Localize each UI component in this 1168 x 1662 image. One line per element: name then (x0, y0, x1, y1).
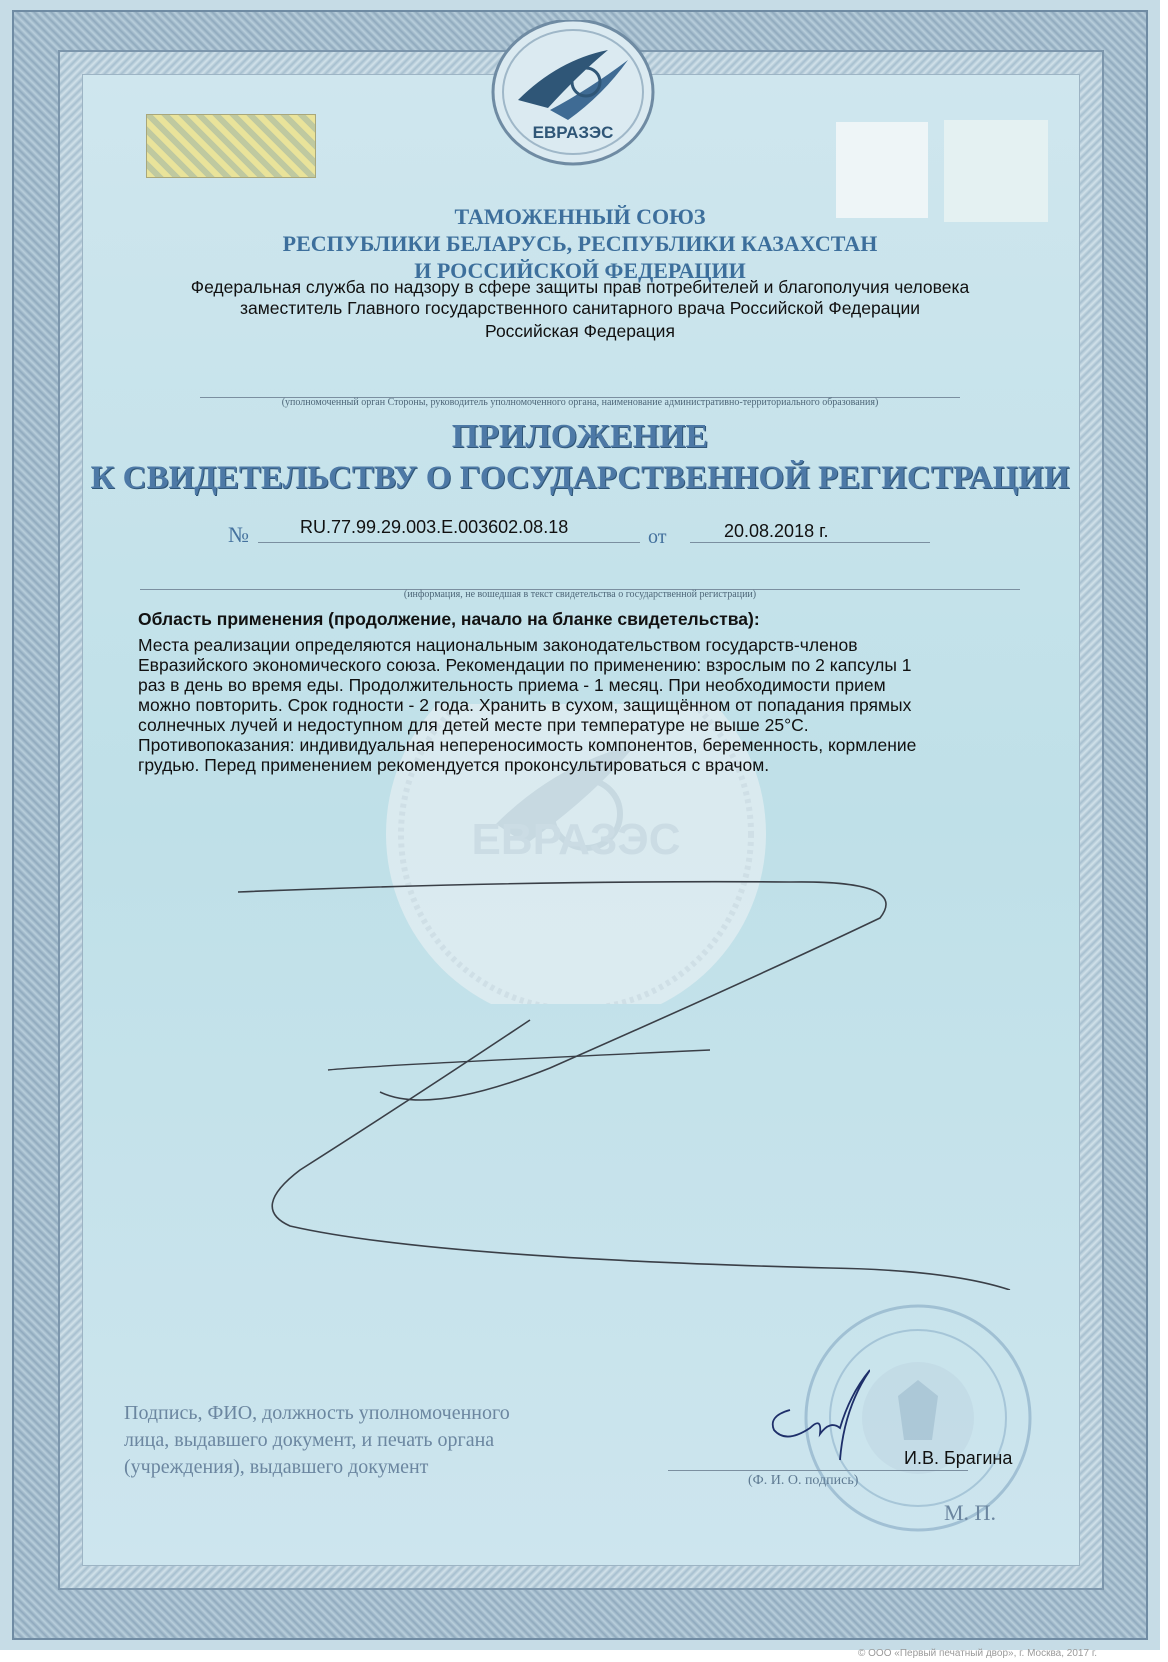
signature-label-line3: (учреждения), выдавшего документ (124, 1456, 429, 1478)
content-line: Противопоказания: индивидуальная непереносимость компонентов, беременность, кормление (138, 735, 917, 755)
content-line: Евразийского экономического союза. Рекомендации по применению: взрослым по 2 капсулы 1 (138, 655, 912, 675)
date-label: от (648, 526, 667, 548)
union-title-line3: И РОССИЙСКОЙ ФЕДЕРАЦИИ (414, 258, 746, 283)
union-title-line1: ТАМОЖЕННЫЙ СОЮЗ (454, 204, 706, 229)
org-caption: (уполномоченный орган Стороны, руководитель уполномоченного органа, наименование административно-территориального образования) (281, 397, 879, 408)
content-line: солнечных лучей и недоступном для детей месте при температуре не выше 25°С. (138, 715, 809, 735)
number-label: № (228, 522, 249, 547)
title-line1: ПРИЛОЖЕНИЕ (451, 418, 709, 455)
registration-caption: (информация, не вошедшая в текст свидетельства о государственной регистрации) (403, 589, 757, 600)
printer-footer: © ООО «Первый печатный двор», г. Москва, 2017 г. (858, 1648, 1098, 1659)
date-underline (690, 542, 930, 543)
scope-heading: Область применения (продолжение, начало на бланке свидетельства): (138, 609, 760, 629)
seal-place-mark: М. П. (944, 1500, 996, 1525)
handwritten-signature (760, 1360, 870, 1470)
signatory-name: И.В. Брагина (904, 1448, 1013, 1468)
signature-caption: (Ф. И. О. подпись) (748, 1473, 859, 1488)
registration-date: 20.08.2018 г. (724, 521, 829, 541)
watermark-text: ЕВРАЗЭС (471, 815, 681, 864)
number-underline (258, 542, 640, 543)
content-line: можно повторить. Срок годности - 2 года. Хранить в сухом, защищённом от попадания прямых (138, 695, 912, 715)
registration-number: RU.77.99.29.003.E.003602.08.18 (300, 517, 569, 537)
euraseс-emblem-icon (488, 20, 658, 170)
content-line: раз в день во время еды. Продолжительность приема - 1 месяц. При необходимости прием (138, 675, 886, 695)
emblem-text: ЕВРАЗЭС (532, 123, 614, 142)
hologram-strip (146, 114, 316, 178)
org-line1: Федеральная служба по надзору в сфере защиты прав потребителей и благополучия человека (190, 277, 970, 297)
org-line3: Российская Федерация (485, 321, 675, 341)
org-line2: заместитель Главного государственного санитарного врача Российской Федерации (239, 298, 921, 318)
content-line: грудью. Перед применением рекомендуется проконсультироваться с врачом. (138, 755, 770, 775)
union-title-line2: РЕСПУБЛИКИ БЕЛАРУСЬ, РЕСПУБЛИКИ КАЗАХСТАН (282, 231, 878, 256)
signature-label-line1: Подпись, ФИО, должность уполномоченного (124, 1402, 510, 1424)
signature-underline (668, 1470, 968, 1471)
title-line2: К СВИДЕТЕЛЬСТВУ О ГОСУДАРСТВЕННОЙ РЕГИСТРАЦИИ (90, 460, 1070, 496)
signature-label-line2: лица, выдавшего документ, и печать органа (124, 1429, 495, 1451)
content-line: Места реализации определяются национальным законодательством государств-членов (138, 635, 858, 655)
strikeout-line (230, 870, 1030, 1290)
